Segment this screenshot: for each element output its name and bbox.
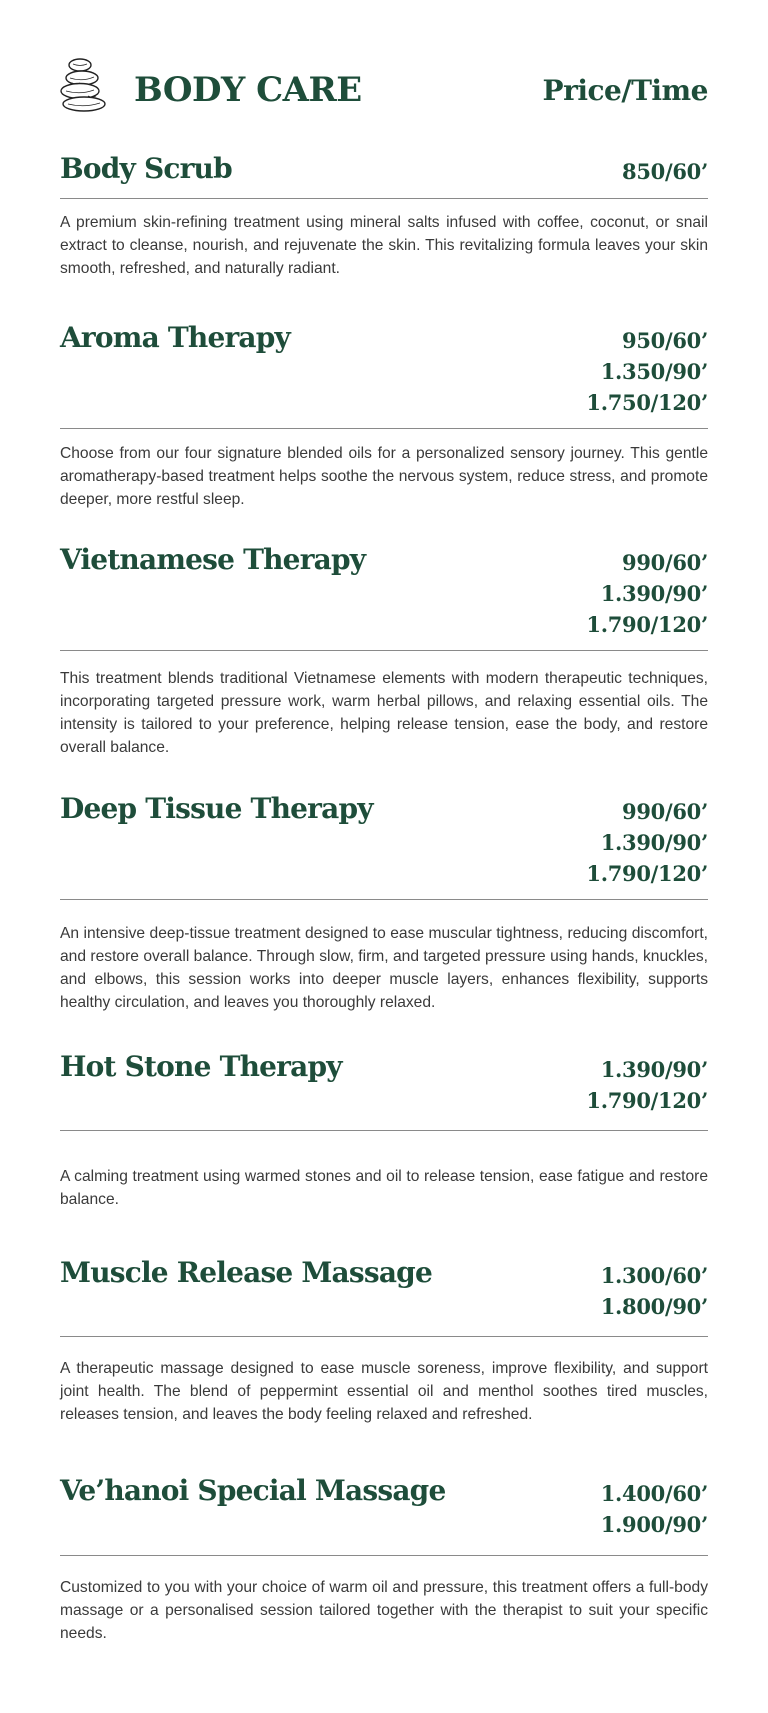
service-price: 1.750/120’ <box>586 390 708 415</box>
service-item-hot-stone-therapy <box>60 1050 708 1220</box>
service-price: 1.790/120’ <box>586 861 708 886</box>
service-name: Vietnamese Therapy <box>60 543 366 576</box>
divider <box>60 899 708 900</box>
service-prices <box>586 547 708 640</box>
service-item-vehanoi-special-massage <box>60 1474 708 1654</box>
service-name: Ve’hanoi Special Massage <box>60 1474 446 1507</box>
service-item-muscle-release-massage <box>60 1256 708 1436</box>
divider <box>60 198 708 199</box>
service-price: 850/60’ <box>622 159 708 184</box>
service-item-vietnamese-therapy <box>60 543 708 763</box>
service-description: A premium skin-refining treatment using mineral salts infused with coffee, coconut, or snail extract to cleanse, nourish, and rejuvenate the skin. This revitalizing formula leaves your skin smooth, refreshed, and naturally radiant. <box>60 214 708 277</box>
service-price: 1.350/90’ <box>600 359 708 384</box>
service-price: 990/60’ <box>622 550 708 575</box>
service-price: 1.390/90’ <box>600 1057 708 1082</box>
service-item-aroma-therapy <box>60 321 708 521</box>
divider <box>60 650 708 651</box>
service-description: A calming treatment using warmed stones and oil to release tension, ease fatigue and restore balance. <box>60 1168 708 1208</box>
service-price: 1.390/90’ <box>600 830 708 855</box>
service-prices <box>622 156 708 187</box>
service-item-body-scrub <box>60 152 708 282</box>
service-name: Aroma Therapy <box>60 321 291 354</box>
service-price: 1.390/90’ <box>600 581 708 606</box>
divider <box>60 428 708 429</box>
stacked-stones-icon <box>58 56 108 112</box>
service-description: This treatment blends traditional Vietnamese elements with modern therapeutic techniques, incorporating targeted pressure work, warm herbal pillows, and relaxing essential oils. The intensity is tailored to your preference, helping release tension, ease the body, and restore overall balance. <box>60 670 708 756</box>
service-price: 990/60’ <box>622 799 708 824</box>
service-description: Customized to you with your choice of warm oil and pressure, this treatment offers a full-body massage or a personalised session tailored together with the therapist to suit your specific needs. <box>60 1579 708 1642</box>
service-description: Choose from our four signature blended oils for a personalized sensory journey. This gentle aromatherapy-based treatment helps soothe the nervous system, reduce stress, and promote deeper, more restful sleep. <box>60 445 708 508</box>
service-prices <box>586 796 708 889</box>
divider <box>60 1555 708 1556</box>
divider <box>60 1336 708 1337</box>
service-prices <box>586 325 708 418</box>
service-description: An intensive deep-tissue treatment designed to ease muscular tightness, reducing discomfort, and restore overall balance. Through slow, firm, and targeted pressure using hands, knuckles, and elbows, this session works into deeper muscle layers, enhances flexibility, supports healthy circulation, and leaves you thoroughly relaxed. <box>60 925 708 1011</box>
service-prices <box>586 1054 708 1116</box>
service-prices <box>601 1478 708 1540</box>
divider <box>60 1130 708 1131</box>
service-item-deep-tissue-therapy <box>60 792 708 1022</box>
service-name: Hot Stone Therapy <box>60 1050 342 1083</box>
price-time-label: Price/Time <box>542 74 708 107</box>
service-name: Body Scrub <box>60 152 232 185</box>
service-price: 1.800/90’ <box>600 1294 708 1319</box>
service-name: Deep Tissue Therapy <box>60 792 373 825</box>
service-price: 1.790/120’ <box>586 612 708 637</box>
page-title: BODY CARE <box>134 70 362 110</box>
service-prices <box>601 1260 708 1322</box>
service-price: 1.790/120’ <box>586 1088 708 1113</box>
service-description: A therapeutic massage designed to ease muscle soreness, improve flexibility, and support joint health. The blend of peppermint essential oil and menthol soothes tired muscles, releases tension, and leaves the body feeling relaxed and refreshed. <box>60 1360 708 1423</box>
service-price: 950/60’ <box>622 328 708 353</box>
service-name: Muscle Release Massage <box>60 1256 432 1289</box>
service-price: 1.900/90’ <box>600 1512 708 1537</box>
section-header <box>58 56 708 114</box>
service-price: 1.400/60’ <box>600 1481 708 1506</box>
service-price: 1.300/60’ <box>600 1263 708 1288</box>
